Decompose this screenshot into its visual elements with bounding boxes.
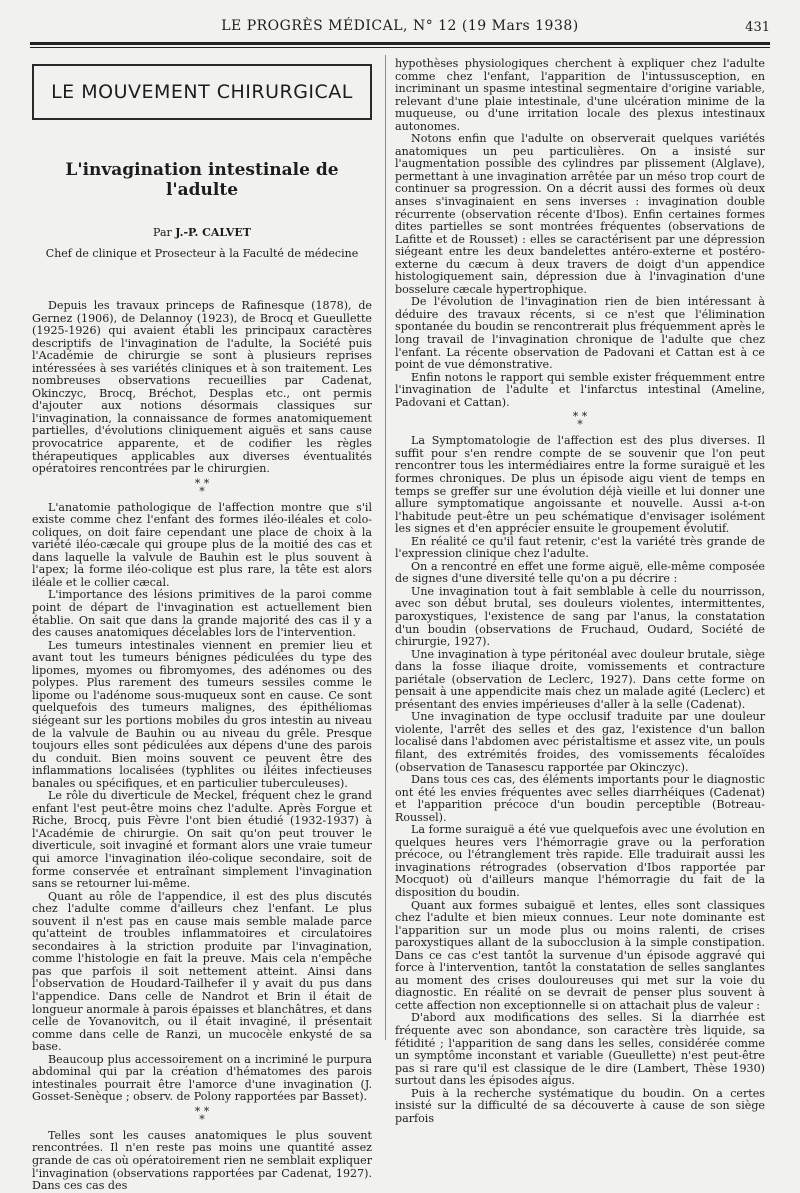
paragraph: La Symptomatologie de l'affection est des plus diverses. Il suffit pour s'en rendre compte de se souvenir que l'on peut rencontrer tous les intermédiaires entre la forme suraiguë et les formes chroniques. De plus un épisode aigu vient de temps en temps se greffer sur une évolution déjà vieille et lui donner une allure symptomatique angoissante et nouvelle. Aussi a-t-on l'habitude peut-être un peu schématique d'envisager isolément les signes et d'en apprécier ensuite le groupement évolutif. bbox=[395, 434, 765, 536]
article-title: L'invagination intestinale de l'adulte bbox=[65, 160, 339, 200]
section-heading: LE MOUVEMENT CHIRURGICAL bbox=[51, 81, 353, 103]
section-heading-box bbox=[32, 64, 372, 120]
paragraph: De l'évolution de l'invagination rien de bien intéressant à déduire des travaux récents, si ce n'est que l'élimination spontanée du boudin se rencontrerait plus fréquemment après le long travail de l'invagination chronique de l'adulte que chez l'enfant. La récente observation de Padovani et Cattan est à ce point de vue démonstrative. bbox=[395, 295, 765, 372]
author-affiliation: Chef de clinique et Prosecteur à la Faculté de médecine bbox=[45, 247, 359, 260]
paragraph: Depuis les travaux princeps de Rafinesque (1878), de Gernez (1906), de Delannoy (1923), de Brocq et Gueullette (1925-1926) qui avaient établi les principaux caractères descriptifs de l'invagination de l'adulte, la Société puis l'Académie de chirurgie se sont à plusieurs reprises intéressées à ses variétés cliniques et à son traitement. Les nombreuses observations recueillies par Cadenat, Okinczyc, Brocq, Bréchot, Desplas etc., ont permis d'ajouter aux notions désormais classiques sur l'invagination, la connaissance de formes anatomiquement partielles, d'évolutions cliniquement aiguës et sans cause provocatrice apparente, et de codifier les règles thérapeutiques applicables aux diverses éventualités opératoires rencontrées par le chirurgien. bbox=[32, 299, 372, 476]
paragraph: Le rôle du diverticule de Meckel, fréquent chez le grand enfant l'est peut-être moins chez l'adulte. Après Forgue et Riche, Brocq, puis Fèvre l'ont bien étudié (1932-1937) à l'Académie de chirurgie. On sait qu'on peut trouver le diverticule, soit invaginé et formant alors une vraie tumeur qui amorce l'invagination iléo-colique secondaire, soit de forme conservée et entraînant simplement l'invagination sans se retourner lui-même. bbox=[32, 789, 372, 891]
paragraph: Dans tous ces cas, des éléments importants pour le diagnostic ont été les envies fréquentes avec selles diarrhéiques (Cadenat) et l'apparition précoce d'un boudin perceptible (Botreau-Roussel). bbox=[395, 773, 765, 824]
paragraph: Les tumeurs intestinales viennent en premier lieu et avant tout les tumeurs bénignes pédiculées du type des lipomes, myomes ou fibromyomes, des adénomes ou des polypes. Plus rarement des tumeurs sessiles comme le lipome ou l'adénome sous-muqueux sont en cause. Ce sont quelquefois des tumeurs malignes, des épithéliomas siégeant sur les portions mobiles du gros intestin au niveau de la valvule de Bauhin ou au niveau du grêle. Presque toujours elles sont pédiculées aux dépens d'une des parois du conduit. Bien moins souvent ce peuvent être des inflammations localisées (typhlites ou iléites infectieuses banales ou spécifiques, et en particulier tuberculeuses). bbox=[32, 638, 372, 790]
right-column bbox=[395, 57, 765, 1125]
running-head bbox=[30, 18, 770, 40]
page-number: 431 bbox=[745, 20, 770, 35]
running-title: LE PROGRÈS MÉDICAL, N° 12 (19 Mars 1938) bbox=[221, 18, 579, 34]
paragraph: D'abord aux modifications des selles. Si la diarrhée est fréquente avec son abondance, son caractère très liquide, sa fétidité ; l'apparition de sang dans les selles, considérée comme un symptôme inconstant et variable (Gueullette) n'est peut-être pas si rare qu'il est classique de le dire (Lambert, Thèse 1930) surtout dans les épisodes aigus. bbox=[395, 1011, 765, 1088]
paragraph: Beaucoup plus accessoirement on a incriminé le purpura abdominal qui par la création d'hématomes des parois intestinales pourrait être l'amorce d'une invagination (J. Gosset-Senèque ; observ. de Polony rapportées par Basset). bbox=[32, 1052, 372, 1104]
header-rule-thick bbox=[30, 42, 770, 45]
paragraph: Puis à la recherche systématique du boudin. On a certes insisté sur la difficulté de sa découverte à cause de son siège parfois bbox=[395, 1086, 765, 1125]
paragraph: Telles sont les causes anatomiques le plus souvent rencontrées. Il n'en reste pas moins une quantité assez grande de cas où opératoirement rien ne semblait expliquer l'invagination (observations rapportées par Cadenat, 1927). Dans ces cas des bbox=[32, 1128, 372, 1193]
paragraph: Quant au rôle de l'appendice, il est des plus discutés chez l'adulte comme d'ailleurs chez l'enfant. Le plus souvent il n'est pas en cause mais semble malade parce qu'atteint de troubles inflammatoires et circulatoires secondaires à la striction produite par l'invagination, comme l'histologie en fait la preuve. Mais cela n'empêche pas que parfois il soit nettement atteint. Ainsi dans l'observation de Houdard-Tailhefer il y avait du pus dans l'appendice. Dans celle de Nandrot et Brin il était de longueur anormale à parois épaisses et blanchâtres, et dans celle de Yovanovitch, ou il était invaginé, il présentait comme dans celle de Ranzi, un mucocèle enkysté de sa base. bbox=[32, 889, 372, 1054]
header-rule-thin bbox=[30, 47, 770, 48]
paragraph: L'importance des lésions primitives de la paroi comme point de départ de l'invagination est actuellement bien établie. On sait que dans la grande majorité des cas il y a des causes anatomiques décelables lors de l'intervention. bbox=[32, 588, 372, 640]
author-line bbox=[32, 226, 372, 239]
paragraph: Une invagination tout à fait semblable à celle du nourrisson, avec son début brutal, ses douleurs violentes, intermittentes, paroxystiques, l'existence de sang par l'anus, la constatation d'un boudin (observations de Fruchaud, Oudard, Société de chirurgie, 1927). bbox=[395, 584, 765, 649]
left-column bbox=[32, 58, 372, 1193]
paragraph: Une invagination de type occlusif traduite par une douleur violente, l'arrêt des selles et des gaz, l'existence d'un ballon localisé dans l'abdomen avec péristaltisme et assez vite, un pouls filant, des extrémités froides, des vomissements fécaloïdes (observation de Tanasescu rapportée par Okinczyc). bbox=[395, 710, 765, 774]
paragraph: L'anatomie pathologique de l'affection montre que s'il existe comme chez l'enfant des formes iléo-iléales et colo-coliques, on doit faire cependant une place de choix à la variété iléo-cæcale qui groupe plus de la moitié des cas et dans laquelle la valvule de Bauhin est le plus souvent à l'apex; la forme iléo-colique est plus rare, la tête est alors iléale et le collier cæcal. bbox=[32, 500, 372, 589]
column-divider bbox=[385, 55, 386, 1040]
paragraph: Quant aux formes subaiguë et lentes, elles sont classiques chez l'adulte et bien mieux connues. Leur note dominante est l'apparition sur un mode plus ou moins ralenti, de crises paroxystiques allant de la subocclusion à la simple constipation. Dans ce cas c'est tantôt la survenue d'un épisode aggravé qui force à l'intervention, tantôt la constatation de selles sanglantes au moment des crises douloureuses qui met sur la voie du diagnostic. En réalité on se devrait de penser plus souvent à cette affection non exceptionnelle si on attachait plus de valeur : bbox=[395, 898, 765, 1012]
author-prefix: Par bbox=[153, 226, 172, 239]
asterism-divider: * * * bbox=[194, 1104, 210, 1126]
paragraph: On a rencontré en effet une forme aiguë, elle-même composée de signes d'une diversité telle qu'on a pu décrire : bbox=[395, 559, 765, 586]
paragraph: En réalité ce qu'il faut retenir, c'est la variété très grande de l'expression clinique chez l'adulte. bbox=[395, 534, 765, 561]
paragraph: La forme suraiguë a été vue quelquefois avec une évolution en quelques heures vers l'hémorragie grave ou la perforation précoce, ou l'étranglement très rapide. Elle traduirait aussi les invaginations rétrogrades (observation d'Ibos rapportée par Mocquot) où d'ailleurs manque l'hémorragie du fait de la disposition du boudin. bbox=[395, 823, 765, 899]
paragraph: Enfin notons le rapport qui semble exister fréquemment entre l'invagination de l'adulte et l'infarctus intestinal (Ameline, Padovani et Cattan). bbox=[395, 370, 765, 409]
asterism-divider: * * * bbox=[572, 410, 588, 432]
paragraph: hypothèses physiologiques cherchent à expliquer chez l'adulte comme chez l'enfant, l'apparition de l'intussusception, en incriminant un spasme intestinal segmentaire d'origine variable, relevant d'une plaie intestinale, d'une ulcération minime de la muqueuse, ou d'une irritation locale des plexus intestinaux autonomes. bbox=[395, 57, 765, 133]
asterism-divider: * * * bbox=[194, 476, 210, 498]
paragraph: Notons enfin que l'adulte on observerait quelques variétés anatomiques un peu particulières. On a insisté sur l'augmentation possible des cylindres par plissement (Alglave), permettant à une invagination arrêtée par un méso trop court de continuer sa progression. On a décrit aussi des formes où deux anses s'invaginaient en sens inverses : invagination double récurrente (observation récente d'Ibos). Enfin certaines formes dites partielles se sont montrées fréquentes (observations de Lafitte et de Rousset) : elles se caractérisent par une dépression siégeant entre les deux bandelettes antéro-externe et postéro-externe du cæcum à deux travers de doigt d'un appendice histologiquement sain, dépression due à l'invagination d'une bosselure cæcale hypertrophique. bbox=[395, 132, 765, 296]
author-name: J.-P. CALVET bbox=[175, 226, 251, 239]
paragraph: Une invagination à type péritonéal avec douleur brutale, siège dans la fosse iliaque droite, vomissements et contracture pariétale (observation de Leclerc, 1927). Dans cette forme on pensait à une appendicite mais chez un malade agité (Leclerc) et présentant des envies impérieuses d'aller à la selle (Cadenat). bbox=[395, 647, 765, 711]
